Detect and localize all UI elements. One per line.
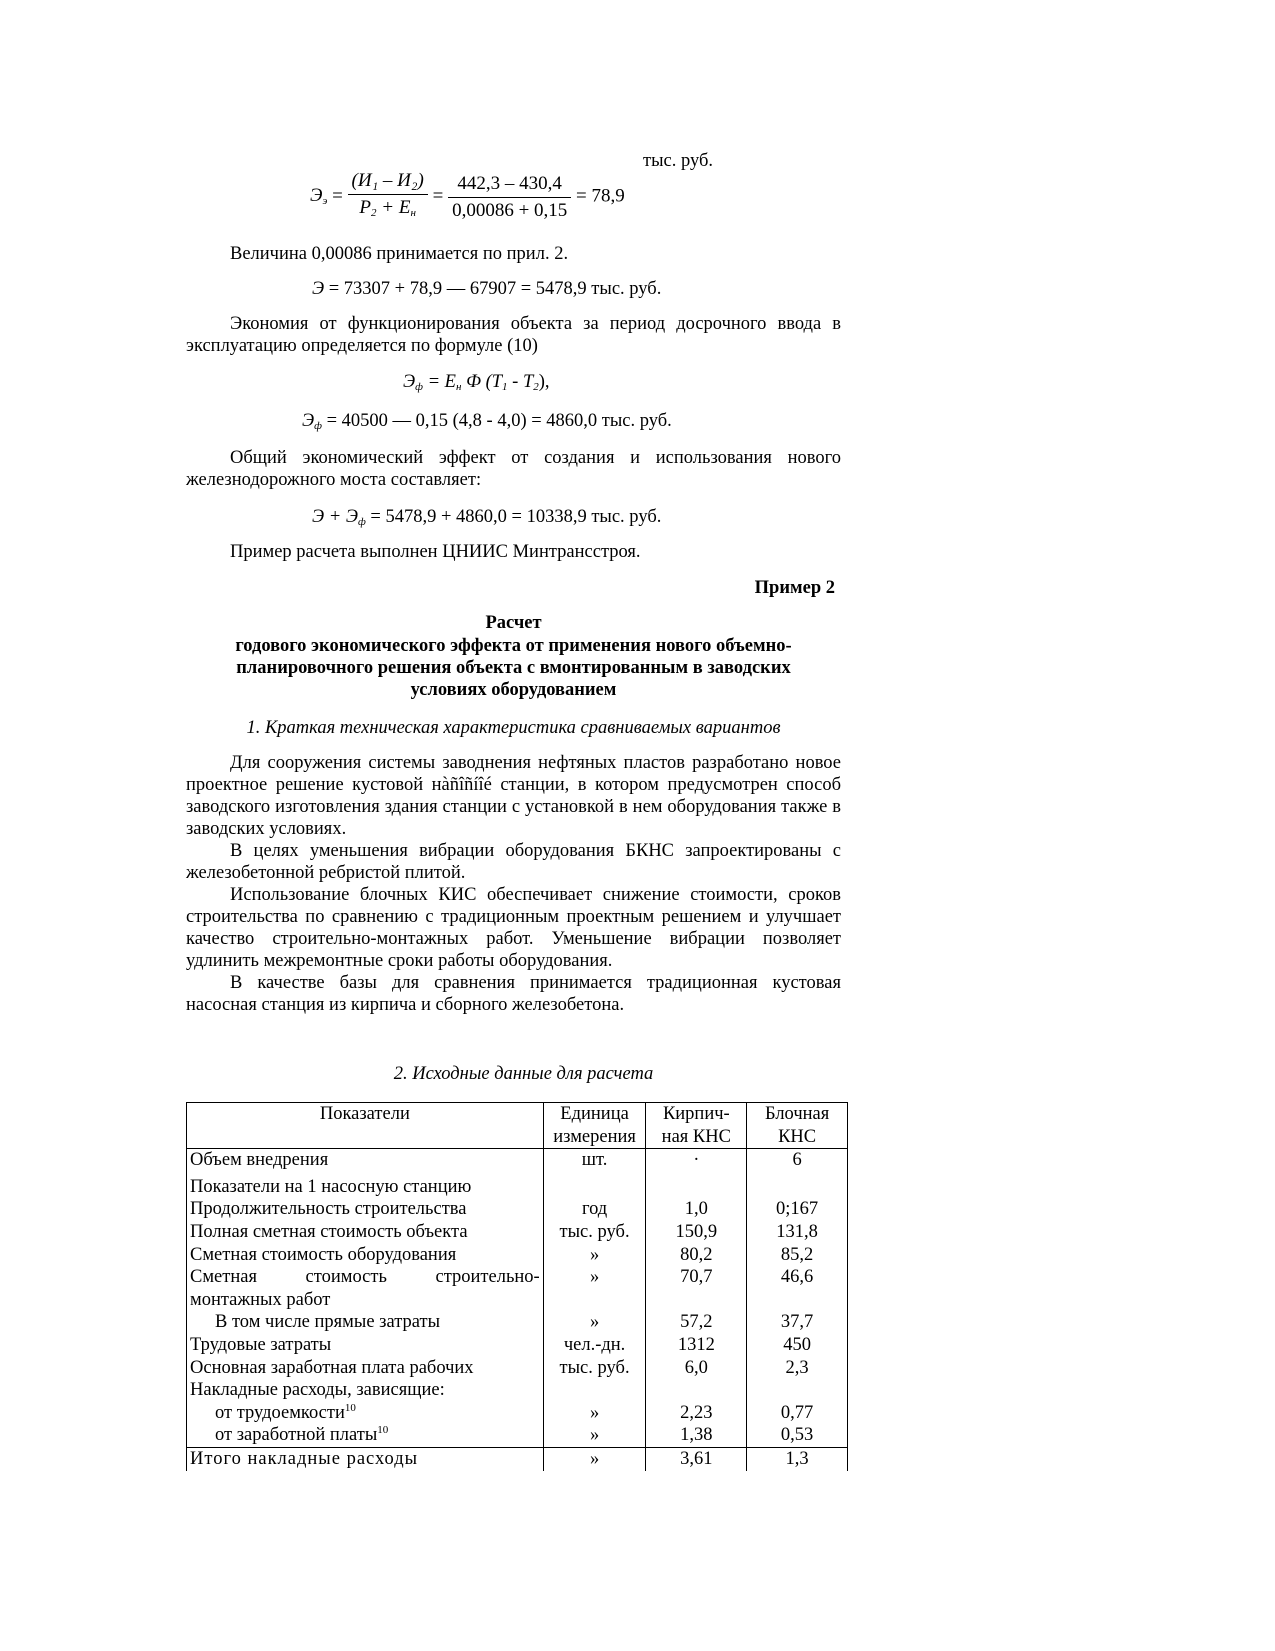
table-row: Показатели на 1 насосную станцию: [187, 1176, 848, 1199]
formula-fraction-symbolic: $\frac{\text{(И₁ – И₂)}}{P_2 + E_н}$: [348, 170, 428, 224]
formula-total-effect-text: = 73307 + 78,9 — 67907 = 5478,9 тыс. руб.: [324, 279, 662, 299]
formula-sum: $Э + Э_ф = 5478,9 + 4860,0 = 10338,9$ тыс. руб.: [312, 507, 662, 528]
header-unit: Единица измерения: [543, 1103, 646, 1149]
example-label: Пример 2: [754, 578, 835, 598]
formula-functioning-effect: $Э_ф = E_н$ Ф $(T_1 - T_2)$,: [403, 372, 550, 393]
paragraph-total-effect: Общий экономический эффект от создания и использования нового железнодорожного моста составляет:: [186, 448, 841, 490]
heading-subtitle: годового экономического эффекта от применения нового объемно-планировочного решения объекта с вмонтированным в заводских условиях оборудованием: [235, 636, 792, 700]
formula-result: = 78,9: [576, 185, 625, 207]
table-row: Полная сметная стоимость объекта тыс. руб. 150,9 131,8: [187, 1221, 848, 1244]
formula-lhs: $Э_э$: [310, 185, 328, 208]
table-row: Сметная стоимость строительно-монтажных работ » 70,7 46,6: [187, 1266, 848, 1311]
table-row-total: Итого накладные расходы » 3,61 1,3: [187, 1447, 848, 1470]
table-row: Объем внедрения шт. · 6: [187, 1149, 848, 1172]
table-row: В том числе прямые затраты » 57,2 37,7: [187, 1311, 848, 1334]
paragraph-vibration: В целях уменьшения вибрации оборудования БКНС запроектированы с железобетонной ребристой плитой.: [186, 841, 841, 883]
economic-effect-formula: $Э_э$ = $\frac{\text{(И₁ – И₂)}}{P_2 + E_н}$ = $\frac{442,3 - 430,4}{0,00086 + 0,15}$ = 78,9: [310, 170, 625, 224]
header-brick: Кирпич- ная КНС: [646, 1103, 747, 1149]
heading-title: Расчет: [485, 613, 542, 633]
table-row: от трудоемкости$^{10}$ » 2,23 0,77: [187, 1402, 848, 1425]
paragraph-calculation-author: Пример расчета выполнен ЦНИИС Минтрансстроя.: [230, 542, 641, 562]
table-row: Продолжительность строительства год 1,0 0;167: [187, 1198, 848, 1221]
table-row: Накладные расходы, зависящие:: [187, 1379, 848, 1402]
table-row: Основная заработная плата рабочих тыс. руб. 6,0 2,3: [187, 1357, 848, 1380]
table-row: Трудовые затраты чел.-дн. 1312 450: [187, 1334, 848, 1357]
table-header-row: [187, 1103, 848, 1149]
section-heading-1: 1. Краткая техническая характеристика сравниваемых вариантов: [246, 718, 781, 738]
paragraph-value-source: Величина 0,00086 принимается по прил. 2.: [230, 244, 569, 264]
formula-fraction-numeric: $\frac{442,3 - 430,4}{0,00086 + 0,15}$: [448, 173, 571, 222]
input-data-table: [186, 1102, 848, 1471]
section-heading-2: 2. Исходные данные для расчета: [393, 1064, 654, 1084]
paragraph-economy-early: Экономия от функционирования объекта за период досрочного ввода в эксплуатацию определяется по формуле (10): [186, 314, 841, 356]
header-indicators: Показатели: [187, 1103, 544, 1149]
formula-functioning-value: $Э_ф = 40500$ — 0,15 (4,8 - 4,0) = 4860,0 тыс. руб.: [302, 411, 672, 432]
paragraph-benefits: Использование блочных КИС обеспечивает снижение стоимости, сроков строительства по сравнению с традиционным проектным решением и улучшает качество строительно-монтажных работ. Уменьшение вибрации позволяет удлинить межремонтные сроки работы оборудования.: [186, 885, 841, 971]
formula-unit-label: тыс. руб.: [643, 151, 714, 171]
paragraph-base: В качестве базы для сравнения принимается традиционная кустовая насосная станция из кирпича и сборного железобетона.: [186, 973, 841, 1015]
table-row: Сметная стоимость оборудования » 80,2 85,2: [187, 1244, 848, 1267]
header-block: Блочная КНС: [747, 1103, 848, 1149]
table-row: от заработной платы$^{10}$ » 1,38 0,53: [187, 1424, 848, 1447]
paragraph-new-solution: Для сооружения системы заводнения нефтяных пластов разработано новое проектное решение кустовой нàñîñíîé станции, в котором предусмотрен способ заводского изготовления здания станции с установкой в нем оборудования также в заводских условиях.: [186, 753, 841, 839]
formula-total-effect: Э = 73307 + 78,9 — 67907 = 5478,9 тыс. руб.: [312, 279, 662, 299]
